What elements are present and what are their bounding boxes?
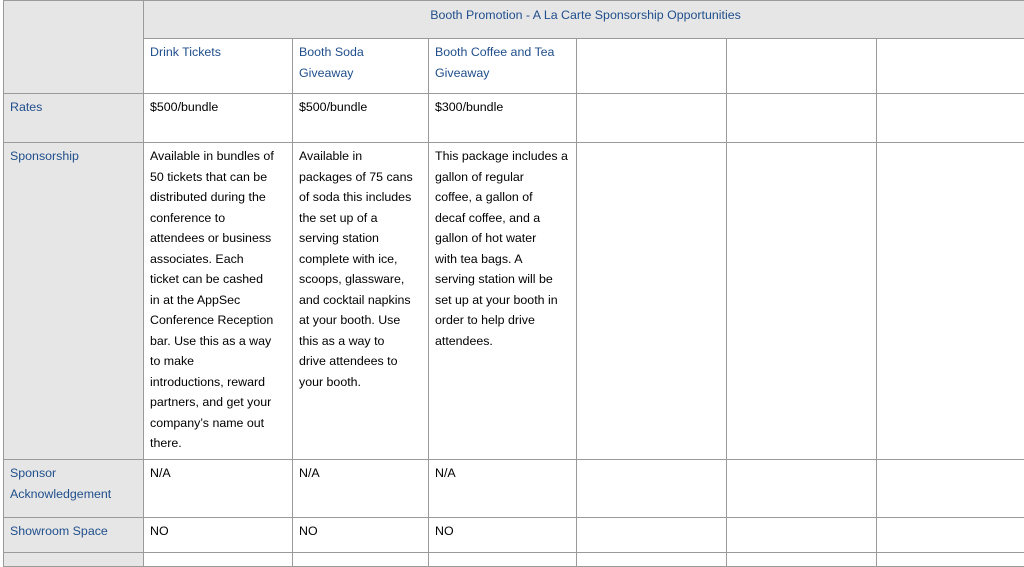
table-cell bbox=[877, 94, 1024, 143]
table-cell: This package includes a gallon of regular coffee, a gallon of decaf coffee, and a gallon of hot water with tea bags. A serving station will be set up at your booth in order to help drive attendees. bbox=[429, 143, 577, 460]
table-row bbox=[4, 553, 1024, 567]
column-header bbox=[727, 39, 877, 94]
table-cell: NO bbox=[293, 518, 429, 553]
table-row bbox=[4, 460, 1024, 518]
table-cell: N/A bbox=[429, 460, 577, 518]
table-cell bbox=[577, 553, 727, 567]
table-cell bbox=[727, 143, 877, 460]
table-cell bbox=[429, 553, 577, 567]
corner-cell bbox=[4, 1, 144, 94]
table-cell bbox=[577, 94, 727, 143]
table-cell: $500/bundle bbox=[144, 94, 293, 143]
table-cell: $500/bundle bbox=[293, 94, 429, 143]
table-cell bbox=[877, 460, 1024, 518]
column-header: Drink Tickets bbox=[144, 39, 293, 94]
table-cell bbox=[577, 518, 727, 553]
table-cell: N/A bbox=[293, 460, 429, 518]
table-cell: Available in packages of 75 cans of soda this includes the set up of a serving station complete with ice, scoops, glassware, and cocktail napkins at your booth. Use this as a way to drive attendees to your booth. bbox=[293, 143, 429, 460]
table-cell: NO bbox=[144, 518, 293, 553]
table-row bbox=[4, 143, 1024, 460]
table-cell bbox=[293, 553, 429, 567]
table-cell bbox=[877, 553, 1024, 567]
column-header bbox=[877, 39, 1024, 94]
column-header: Booth Coffee and Tea Giveaway bbox=[429, 39, 577, 94]
row-label: Sponsor Acknowledgement bbox=[4, 460, 144, 518]
table-cell bbox=[727, 460, 877, 518]
table-title: Booth Promotion - A La Carte Sponsorship Opportunities bbox=[144, 1, 1024, 39]
table-cell bbox=[727, 94, 877, 143]
row-label: Showroom Space bbox=[4, 518, 144, 553]
table-cell bbox=[877, 518, 1024, 553]
table-row bbox=[4, 94, 1024, 143]
table-cell: N/A bbox=[144, 460, 293, 518]
table-cell: $300/bundle bbox=[429, 94, 577, 143]
table-row bbox=[4, 518, 1024, 553]
row-label: Sponsorship bbox=[4, 143, 144, 460]
table-cell: Available in bundles of 50 tickets that can be distributed during the conference to attendees or business associates. Each ticket can be cashed in at the AppSec Conference Reception bar. Use this as a way to make introductions, reward partners, and get your company’s name out there. bbox=[144, 143, 293, 460]
table-cell bbox=[727, 553, 877, 567]
table-cell bbox=[727, 518, 877, 553]
column-header: Booth Soda Giveaway bbox=[293, 39, 429, 94]
title-row bbox=[4, 1, 1024, 39]
column-header bbox=[577, 39, 727, 94]
row-label: Rates bbox=[4, 94, 144, 143]
column-header-row bbox=[4, 39, 1024, 94]
table-cell bbox=[877, 143, 1024, 460]
table-cell bbox=[144, 553, 293, 567]
table-cell bbox=[577, 143, 727, 460]
table-cell: NO bbox=[429, 518, 577, 553]
table-cell bbox=[577, 460, 727, 518]
row-label bbox=[4, 553, 144, 567]
sponsorship-table bbox=[3, 0, 1024, 567]
